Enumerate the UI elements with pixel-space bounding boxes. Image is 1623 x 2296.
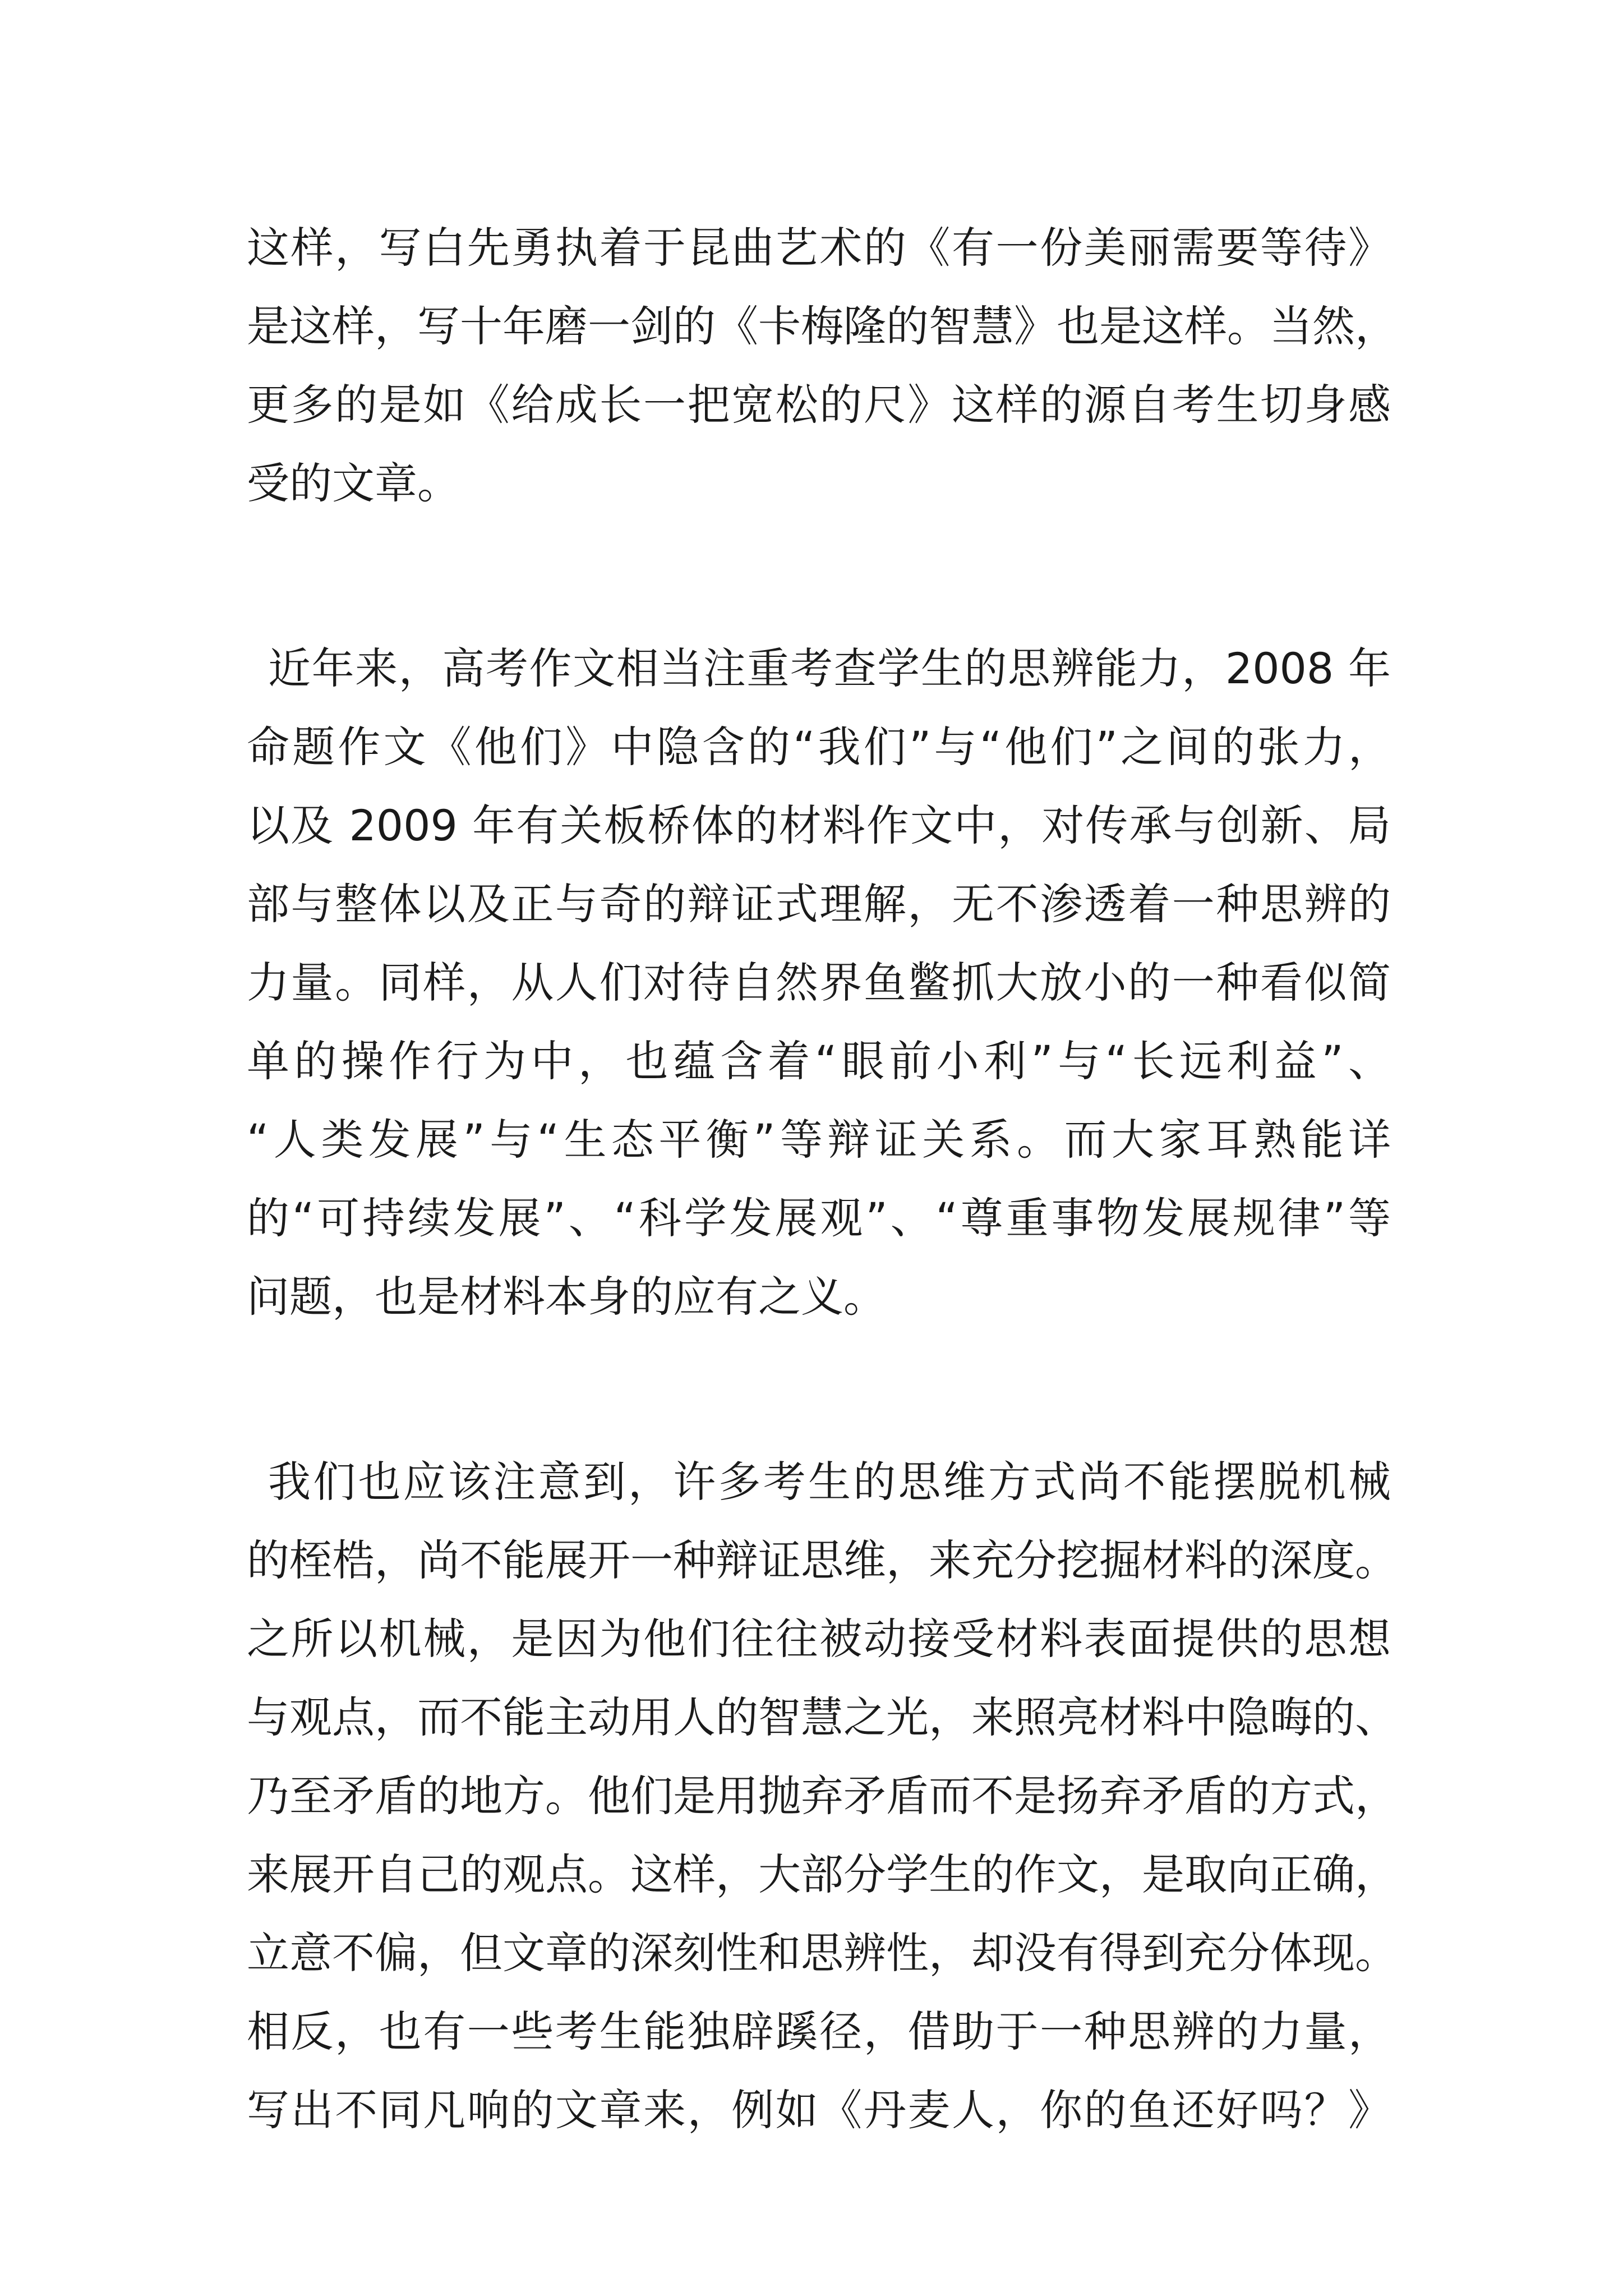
paragraph-3 [247, 1443, 1398, 2150]
text-line: 写出不同凡响的文章来，例如《丹麦人，你的鱼还好吗？》 [247, 2085, 1391, 2135]
text-line: 以及 2009 年有关板桥体的材料作文中，对传承与创新、局 [247, 800, 1391, 850]
paragraph-1 [247, 209, 1398, 523]
essay-body [247, 209, 1398, 2150]
text-line: 相反，也有一些考生能独辟蹊径，借助于一种思辨的力量， [247, 2007, 1391, 2056]
text-line: 与观点，而不能主动用人的智慧之光，来照亮材料中隐晦的、 [247, 1692, 1398, 1742]
text-line: 这样，写白先勇执着于昆曲艺术的《有一份美丽需要等待》 [247, 223, 1391, 273]
text-line: 的桎梏，尚不能展开一种辩证思维，来充分挖掘材料的深度。 [247, 1535, 1398, 1585]
text-line: 部与整体以及正与奇的辩证式理解，无不渗透着一种思辨的 [247, 879, 1391, 929]
text-line: 近年来，高考作文相当注重考查学生的思辨能力，2008 年 [268, 643, 1391, 693]
paragraph-spacer [247, 523, 1391, 629]
text-line: 命题作文《他们》中隐含的“我们”与“他们”之间的张力， [247, 722, 1391, 772]
paragraph-2 [247, 629, 1391, 1336]
text-line: 是这样，写十年磨一剑的《卡梅隆的智慧》也是这样。当然， [247, 301, 1398, 351]
text-line: 的“可持续发展”、“科学发展观”、“尊重事物发展规律”等 [247, 1193, 1391, 1243]
text-line: 力量。同样，从人们对待自然界鱼鳖抓大放小的一种看似简 [247, 958, 1391, 1007]
text-line: 受的文章。 [247, 458, 460, 508]
text-line: 更多的是如《给成长一把宽松的尺》这样的源自考生切身感 [247, 380, 1391, 430]
text-line: 来展开自己的观点。这样，大部分学生的作文，是取向正确， [247, 1849, 1398, 1899]
text-line: 立意不偏，但文章的深刻性和思辨性，却没有得到充分体现。 [247, 1928, 1398, 1978]
text-line: 问题，也是材料本身的应有之义。 [247, 1272, 886, 1322]
text-line: 乃至矛盾的地方。他们是用抛弃矛盾而不是扬弃矛盾的方式， [247, 1771, 1398, 1821]
paragraph-spacer [247, 1336, 1391, 1443]
text-line: “人类发展”与“生态平衡”等辩证关系。而大家耳熟能详 [247, 1115, 1391, 1165]
text-line: 单的操作行为中，也蕴含着“眼前小利”与“长远利益”、 [247, 1036, 1391, 1086]
text-line: 之所以机械，是因为他们往往被动接受材料表面提供的思想 [247, 1614, 1391, 1664]
text-line: 我们也应该注意到，许多考生的思维方式尚不能摆脱机械 [268, 1457, 1391, 1507]
